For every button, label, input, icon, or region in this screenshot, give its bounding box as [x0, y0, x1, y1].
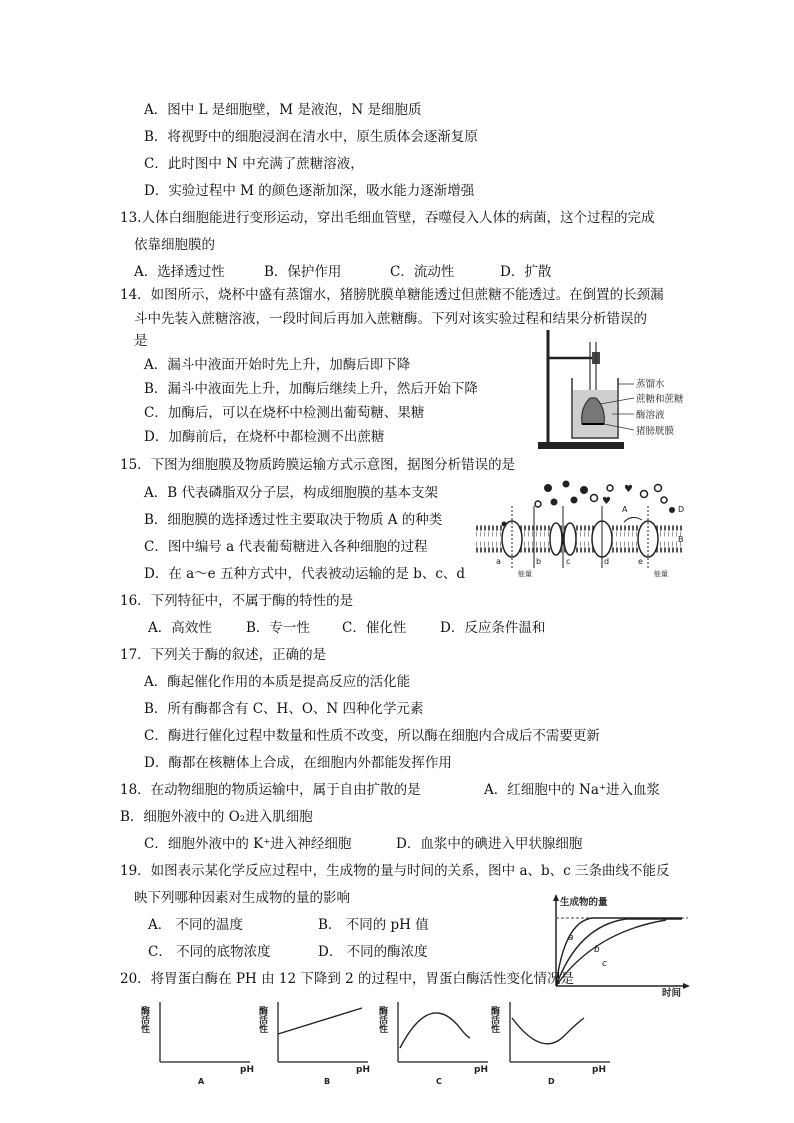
q20-graph-A [139, 1002, 254, 1086]
q20-graph-D [489, 1002, 610, 1086]
q17-option-c: C．酶进行催化过程中数量和性质不改变，所以酶在细胞内合成后不需要更新 [144, 728, 600, 744]
q15-label-B: B [678, 535, 684, 544]
q14-label-distilled-water: 蒸馏水 [636, 379, 665, 390]
q15-label-A: A [622, 505, 628, 514]
q20-D-letter: D [548, 1077, 555, 1086]
q16-option-a: A．高效性 [148, 620, 212, 636]
q16-option-b: B．专一性 [246, 620, 310, 636]
q13-option-d: D．扩散 [500, 264, 552, 280]
q20-C-letter: C [436, 1077, 442, 1086]
q14-stem-line1: 14．如图所示，烧杯中盛有蒸馏水，猪膀胱膜单糖能透过但蔗糖不能透过。在倒置的长颈漏 [120, 287, 664, 303]
q13-option-b: B．保护作用 [264, 264, 342, 280]
q14-label-enzyme-solution: 酶溶液 [636, 410, 665, 421]
q13-stem-line1: 13.人体白细胞能进行变形运动，穿出毛细血管壁，吞噬侵入人体的病菌，这个过程的完成 [120, 210, 655, 226]
q19-curve-label-b: b [594, 945, 600, 955]
q14-label-sucrose: 蔗糖和蔗糖 [636, 394, 684, 405]
q14-option-b: B．漏斗中液面先上升，加酶后继续上升，然后开始下降 [144, 381, 478, 397]
q13-option-a: A．选择透过性 [134, 264, 225, 280]
q15-option-d: D．在 a～e 五种方式中，代表被动运输的是 b、c、d [144, 566, 466, 582]
q20-stem: 20．将胃蛋白酶在 PH 由 12 下降到 2 的过程中，胃蛋白酶活性变化情况是 [120, 971, 575, 987]
q15-membrane-transport-figure [474, 478, 694, 588]
q18-option-b: B．细胞外液中的 O₂进入肌细胞 [120, 809, 313, 825]
q19-stem-line1: 19．如图表示某化学反应过程中，生成物的量与时间的关系，图中 a、b、c 三条曲线不能反 [120, 863, 670, 879]
q20-A-letter: A [198, 1077, 205, 1086]
q13-stem-line2: 依靠细胞膜的 [134, 237, 215, 253]
q12-option-a: A．图中 L 是细胞壁，M 是液泡，N 是细胞质 [144, 102, 422, 118]
q19-curve-label-a: a [568, 933, 574, 943]
q20-C-ylabel: 酶活性 [377, 1006, 387, 1033]
q15-letter-b: b [536, 557, 542, 566]
q12-option-c: C．此时图中 N 中充满了蔗糖溶液， [144, 156, 364, 172]
svg-text:♥: ♥ [602, 496, 611, 507]
q19-option-d: D． 不同的酶浓度 [318, 944, 428, 960]
q19-curve-label-c: c [602, 959, 607, 969]
q19-option-a: A． 不同的温度 [148, 917, 244, 933]
q20-enzyme-activity-graphs [139, 996, 624, 1088]
q18-option-c: C．细胞外液中的 K⁺进入神经细胞 [144, 836, 352, 852]
q16-stem: 16．下列特征中，不属于酶的特性的是 [120, 593, 354, 609]
q20-C-xlabel: pH [474, 1065, 488, 1075]
q20-D-curve [512, 1018, 584, 1044]
q17-option-a: A．酶起催化作用的本质是提高反应的活化能 [144, 674, 411, 690]
q12-option-b: B．将视野中的细胞浸润在清水中，原生质体会逐渐复原 [144, 129, 478, 145]
q15-option-c: C．图中编号 a 代表葡萄糖进入各种细胞的过程 [144, 539, 428, 555]
q19-curve-a [556, 918, 682, 986]
q15-energy-left: 能量 [518, 570, 532, 578]
q15-letter-a: a [496, 557, 501, 566]
q12-option-d: D．实验过程中 M 的颜色逐渐加深，吸水能力逐渐增强 [144, 183, 475, 199]
q15-letter-d: d [604, 557, 610, 566]
q19-option-c: C． 不同的底物浓度 [148, 944, 271, 960]
q20-C-curve [400, 1013, 470, 1048]
q15-letter-c: c [566, 557, 571, 566]
q14-stem-line3: 是 [134, 333, 148, 349]
q15-molecules [502, 481, 676, 527]
q19-y-axis-label: 生成物的量 [560, 897, 608, 908]
q15-energy-right: 能量 [654, 570, 668, 578]
q15-option-b: B．细胞膜的选择透过性主要取决于物质 A 的种类 [144, 512, 443, 528]
q20-graph-B [257, 1002, 370, 1086]
q14-option-d: D．加酶前后，在烧杯中都检测不出蔗糖 [144, 429, 385, 445]
q17-option-b: B．所有酶都含有 C、H、O、N 四种化学元素 [144, 701, 424, 717]
q20-B-letter: B [324, 1077, 331, 1086]
q20-B-xlabel: pH [356, 1065, 370, 1075]
q15-option-a: A．B 代表磷脂双分子层，构成细胞膜的基本支架 [144, 485, 438, 501]
q20-A-xlabel: pH [240, 1065, 254, 1075]
q20-D-xlabel: pH [592, 1065, 606, 1075]
q19-stem-line2: 映下列哪种因素对生成物的量的影响 [134, 890, 350, 906]
q19-option-b: B． 不同的 pH 值 [318, 917, 429, 933]
q14-stem-line2: 斗中先装入蔗糖溶液，一段时间后再加入蔗糖酶。下列对该实验过程和结果分析错误的 [134, 311, 647, 327]
q14-option-c: C．加酶后，可以在烧杯中检测出葡萄糖、果糖 [144, 405, 425, 421]
q14-osmosis-apparatus-figure [532, 328, 692, 452]
q18-option-a: A．红细胞中的 Na⁺进入血浆 [484, 782, 661, 798]
q14-label-membrane: 猪膀胱膜 [636, 426, 675, 437]
q14-option-a: A．漏斗中液面开始时先上升，加酶后即下降 [144, 357, 411, 373]
q20-B-line [278, 1008, 362, 1034]
q16-option-d: D．反应条件温和 [440, 620, 546, 636]
q16-option-c: C．催化性 [342, 620, 407, 636]
q18-option-d: D．血浆中的碘进入甲状腺细胞 [396, 836, 583, 852]
q20-B-ylabel: 酶活性 [257, 1006, 267, 1033]
q15-letter-e: e [638, 557, 643, 566]
q15-label-D: D [678, 505, 685, 514]
q20-A-ylabel: 酶活性 [139, 1006, 149, 1033]
q13-option-c: C．流动性 [390, 264, 455, 280]
q18-stem: 18．在动物细胞的物质运输中，属于自由扩散的是 [120, 782, 421, 798]
svg-text:♥: ♥ [624, 484, 633, 495]
q17-option-d: D．酶都在核糖体上合成，在细胞内外都能发挥作用 [144, 755, 452, 771]
q20-D-ylabel: 酶活性 [489, 1006, 499, 1033]
q20-graph-C [377, 1002, 488, 1086]
q17-stem: 17．下列关于酶的叙述，正确的是 [120, 647, 327, 663]
q15-stem: 15．下图为细胞膜及物质跨膜运输方式示意图，据图分析错误的是 [120, 457, 516, 473]
q19-x-axis-label: 时间 [662, 988, 682, 999]
